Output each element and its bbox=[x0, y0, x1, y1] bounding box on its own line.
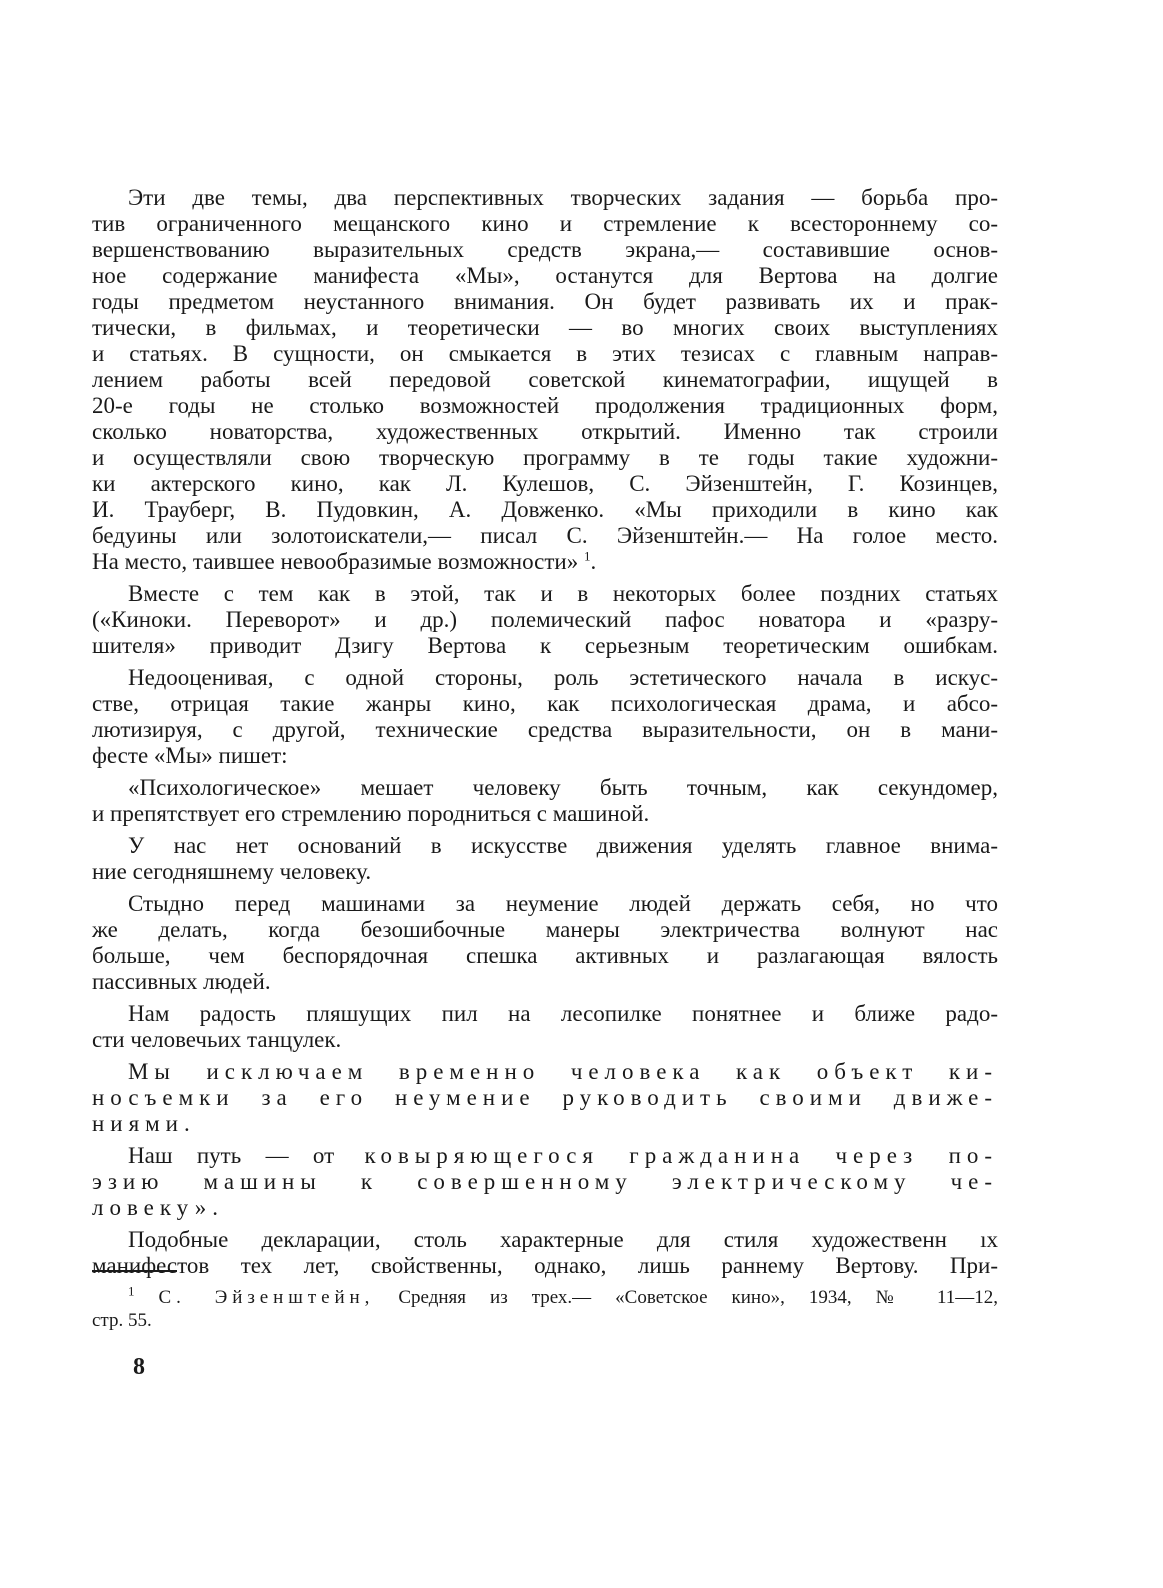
footnote-reference: 1 bbox=[583, 548, 591, 564]
text-line: ниями. bbox=[92, 1111, 196, 1136]
footnote-number: 1 bbox=[128, 1283, 135, 1299]
text-line: манифестов тех лет, свойственны, однако, лишь раннему Вертову. При- bbox=[92, 1253, 998, 1278]
text-line: лением работы всей передовой советской кинематографии, ищущей в bbox=[92, 367, 998, 392]
text-line: Мы исключаем временно человека как объект ки- bbox=[128, 1059, 998, 1084]
text-line: Недооценивая, с одной стороны, роль эстетического начала в искус- bbox=[128, 665, 998, 690]
text-line: ное содержание манифеста «Мы», останутся для Вертова на долгие bbox=[92, 263, 998, 288]
text-line: пассивных людей. bbox=[92, 969, 271, 994]
footnote-text: Средняя из трех.— «Советское кино», 1934, № 11—12, bbox=[374, 1287, 998, 1308]
paragraph-3 bbox=[92, 665, 998, 769]
paragraph-4 bbox=[92, 1227, 998, 1279]
text-line: шителя» приводит Дзигу Вертова к серьезным теоретическим ошибкам. bbox=[92, 633, 998, 658]
text-line: и препятствует его стремлению породниться с машиной. bbox=[92, 801, 650, 826]
text-line: Стыдно перед машинами за неумение людей держать себя, но что bbox=[128, 891, 998, 916]
page-body bbox=[92, 185, 998, 1279]
text-line: ки актерского кино, как Л. Кулешов, С. Эйзенштейн, Г. Козинцев, bbox=[92, 471, 998, 496]
text-line: лютизируя, с другой, технические средства выразительности, он в мани- bbox=[92, 717, 998, 742]
text-line: фесте «Мы» пишет: bbox=[92, 743, 288, 768]
text-line bbox=[92, 1143, 998, 1169]
text-line: сколько новаторства, художественных открытий. Именно так строили bbox=[92, 419, 998, 444]
text-line: бедуины или золотоискатели,— писал С. Эйзенштейн.— На голое место. bbox=[92, 523, 998, 548]
quote-6 bbox=[92, 1143, 998, 1221]
spaced-text-fragment: ковыряющегося гражданина через по- bbox=[334, 1143, 998, 1168]
text-line: сти человечьих танцулек. bbox=[92, 1027, 342, 1052]
text-line: тив ограниченного мещанского кино и стремление к всестороннему со- bbox=[92, 211, 998, 236]
text-line: вершенствованию выразительных средств экрана,— составившие основ- bbox=[92, 237, 998, 262]
text-line: «Психологическое» мешает человеку быть точным, как секундомер, bbox=[128, 775, 998, 800]
text-line: эзию машины к совершенному электрическому че- bbox=[92, 1169, 998, 1194]
text-line: Подобные декларации, столь характерные для стиля художественн ıх bbox=[128, 1227, 998, 1252]
text-line bbox=[92, 549, 998, 575]
text-line: носъемки за его неумение руководить своими движе- bbox=[92, 1085, 998, 1110]
quote-5-spaced bbox=[92, 1059, 998, 1137]
text-line: Эти две темы, два перспективных творческих задания — борьба про- bbox=[128, 185, 998, 210]
paragraph-1 bbox=[92, 185, 998, 575]
text-line: стве, отрицая такие жанры кино, как психологическая драма, и абсо- bbox=[92, 691, 998, 716]
text-line: («Киноки. Переворот» и др.) полемический пафос новатора и «разру- bbox=[92, 607, 998, 632]
page-number: 8 bbox=[133, 1354, 145, 1380]
footnote-author: С. Эйзенштейн, bbox=[158, 1287, 375, 1308]
paragraph-2 bbox=[92, 581, 998, 659]
text-line: же делать, когда безошибочные манеры электричества волнуют нас bbox=[92, 917, 998, 942]
text-line: И. Трауберг, В. Пудовкин, А. Довженко. «Мы приходили в кино как bbox=[92, 497, 998, 522]
text-fragment: На место, таившее невообразимые возможности» bbox=[92, 549, 579, 574]
text-line: годы предметом неустанного внимания. Он будет развивать их и прак- bbox=[92, 289, 998, 314]
footnote-line bbox=[92, 1283, 998, 1309]
quote-4 bbox=[92, 1001, 998, 1053]
text-line: ловеку». bbox=[92, 1195, 224, 1220]
text-line: 20-е годы не столько возможностей продолжения традиционных форм, bbox=[92, 393, 998, 418]
text-line: и статьях. В сущности, он смыкается в этих тезисах с главным направ- bbox=[92, 341, 998, 366]
text-line: У нас нет оснований в искусстве движения уделять главное внима- bbox=[128, 833, 998, 858]
text-line: Нам радость пляшущих пил на лесопилке понятнее и ближе радо- bbox=[128, 1001, 998, 1026]
text-line: и осуществляли свою творческую программу в те годы такие художни- bbox=[92, 445, 998, 470]
footnote-line: стр. 55. bbox=[92, 1310, 152, 1331]
text-line: больше, чем беспорядочная спешка активных и разлагающая вялость bbox=[92, 943, 998, 968]
quote-3 bbox=[92, 891, 998, 995]
text-fragment: Наш путь — от bbox=[128, 1143, 335, 1168]
text-line: тически, в фильмах, и теоретически — во многих своих выступлениях bbox=[92, 315, 998, 340]
footnote-divider bbox=[92, 1270, 177, 1272]
text-line: ние сегодняшнему человеку. bbox=[92, 859, 372, 884]
quote-2 bbox=[92, 833, 998, 885]
text-fragment: . bbox=[590, 549, 597, 574]
text-line: Вместе с тем как в этой, так и в некоторых более поздних статьях bbox=[128, 581, 998, 606]
footnote bbox=[92, 1283, 998, 1332]
quote-1 bbox=[92, 775, 998, 827]
